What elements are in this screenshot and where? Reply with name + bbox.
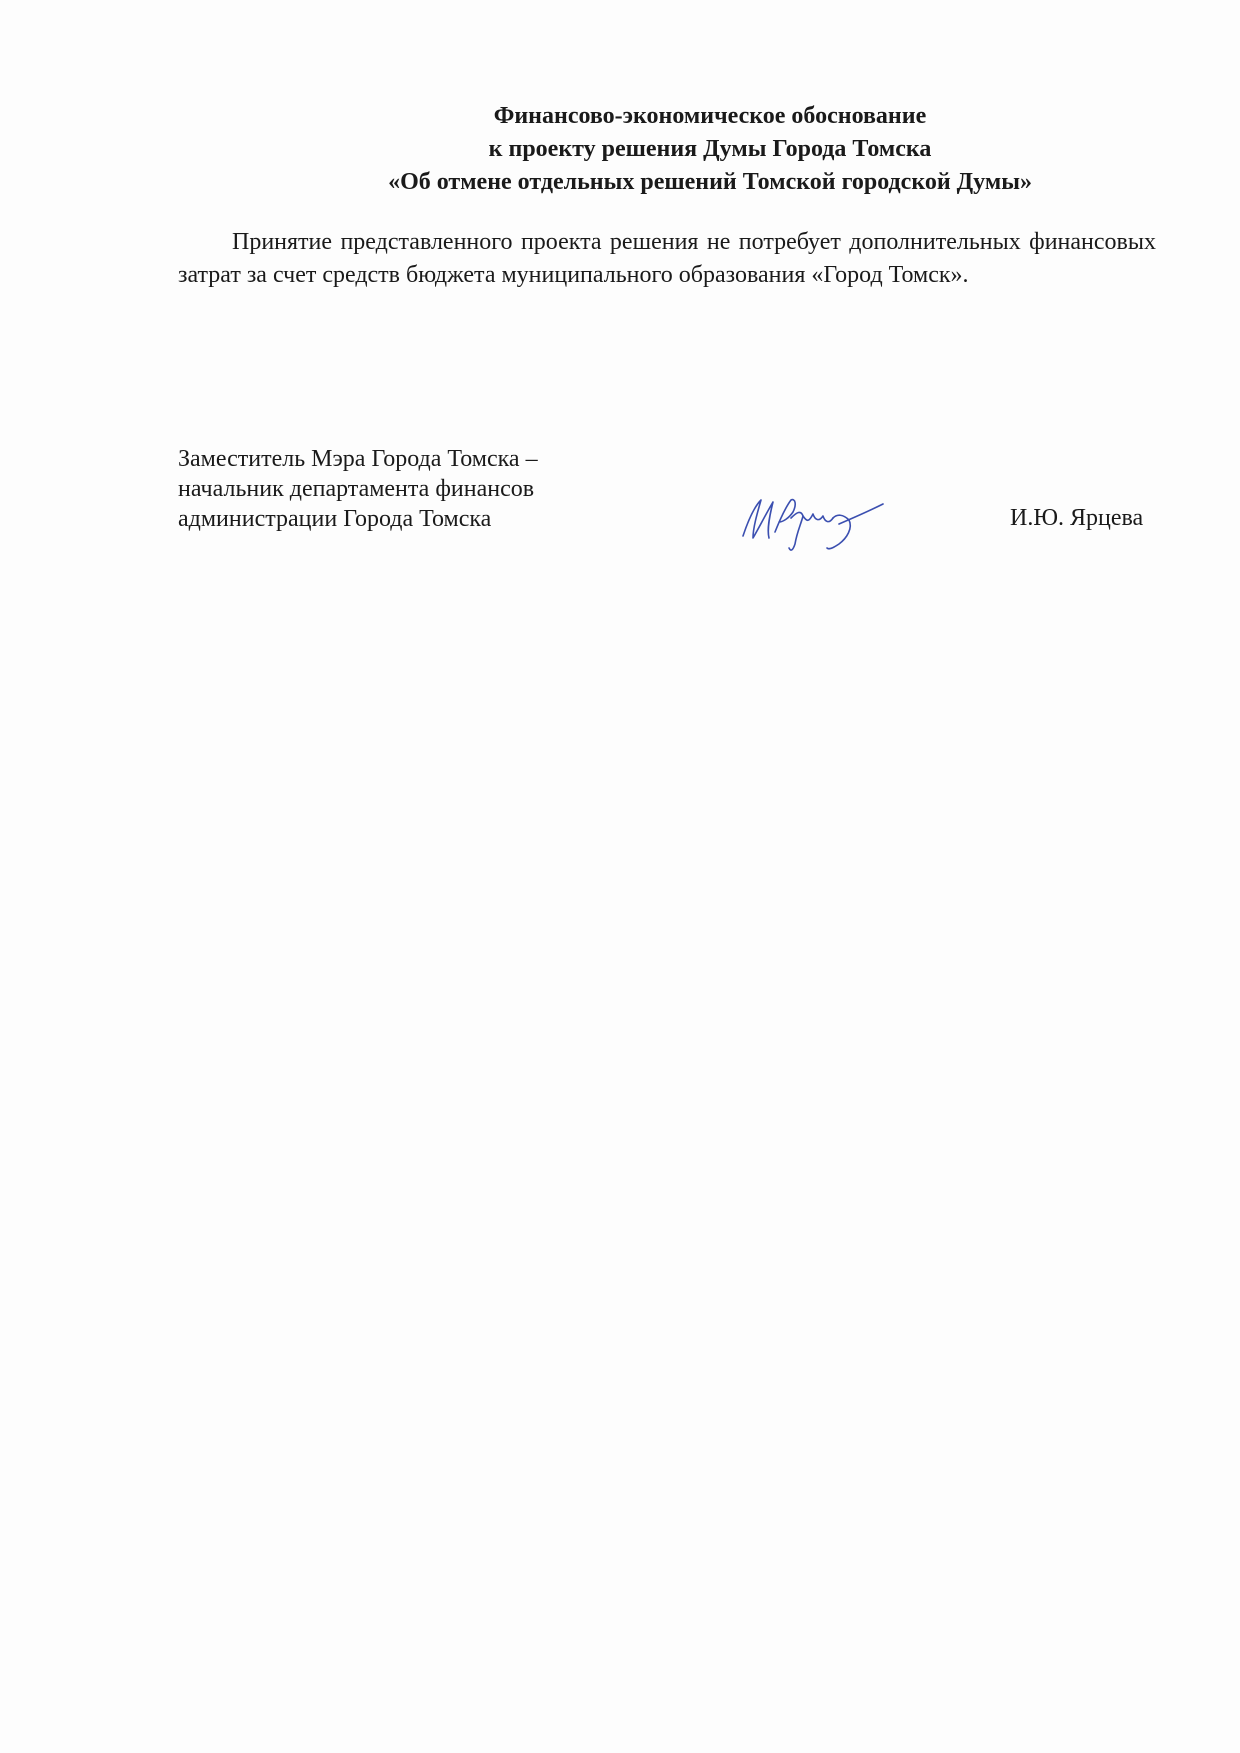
signer-position-line-1: Заместитель Мэра Города Томска – [178, 446, 538, 472]
title-line-2: к проекту решения Думы Города Томска [488, 136, 932, 162]
signer-position-line-2: начальник департамента финансов [178, 476, 535, 502]
title-line-1: Финансово-экономическое обоснование [493, 103, 927, 129]
handwritten-signature [735, 488, 895, 558]
signer-position-line-3: администрации Города Томска [178, 506, 492, 532]
title-line-3: «Об отмене отдельных решений Томской городской Думы» [388, 169, 1032, 195]
document-title [250, 100, 1170, 199]
signer-position [178, 444, 538, 534]
signer-name: И.Ю. Ярцева [1010, 505, 1144, 531]
body-paragraph: Принятие представленного проекта решения не потребует дополнительных финансовых затрат за счет средств бюджета муниципального образования «Город Томск». [178, 229, 1156, 288]
